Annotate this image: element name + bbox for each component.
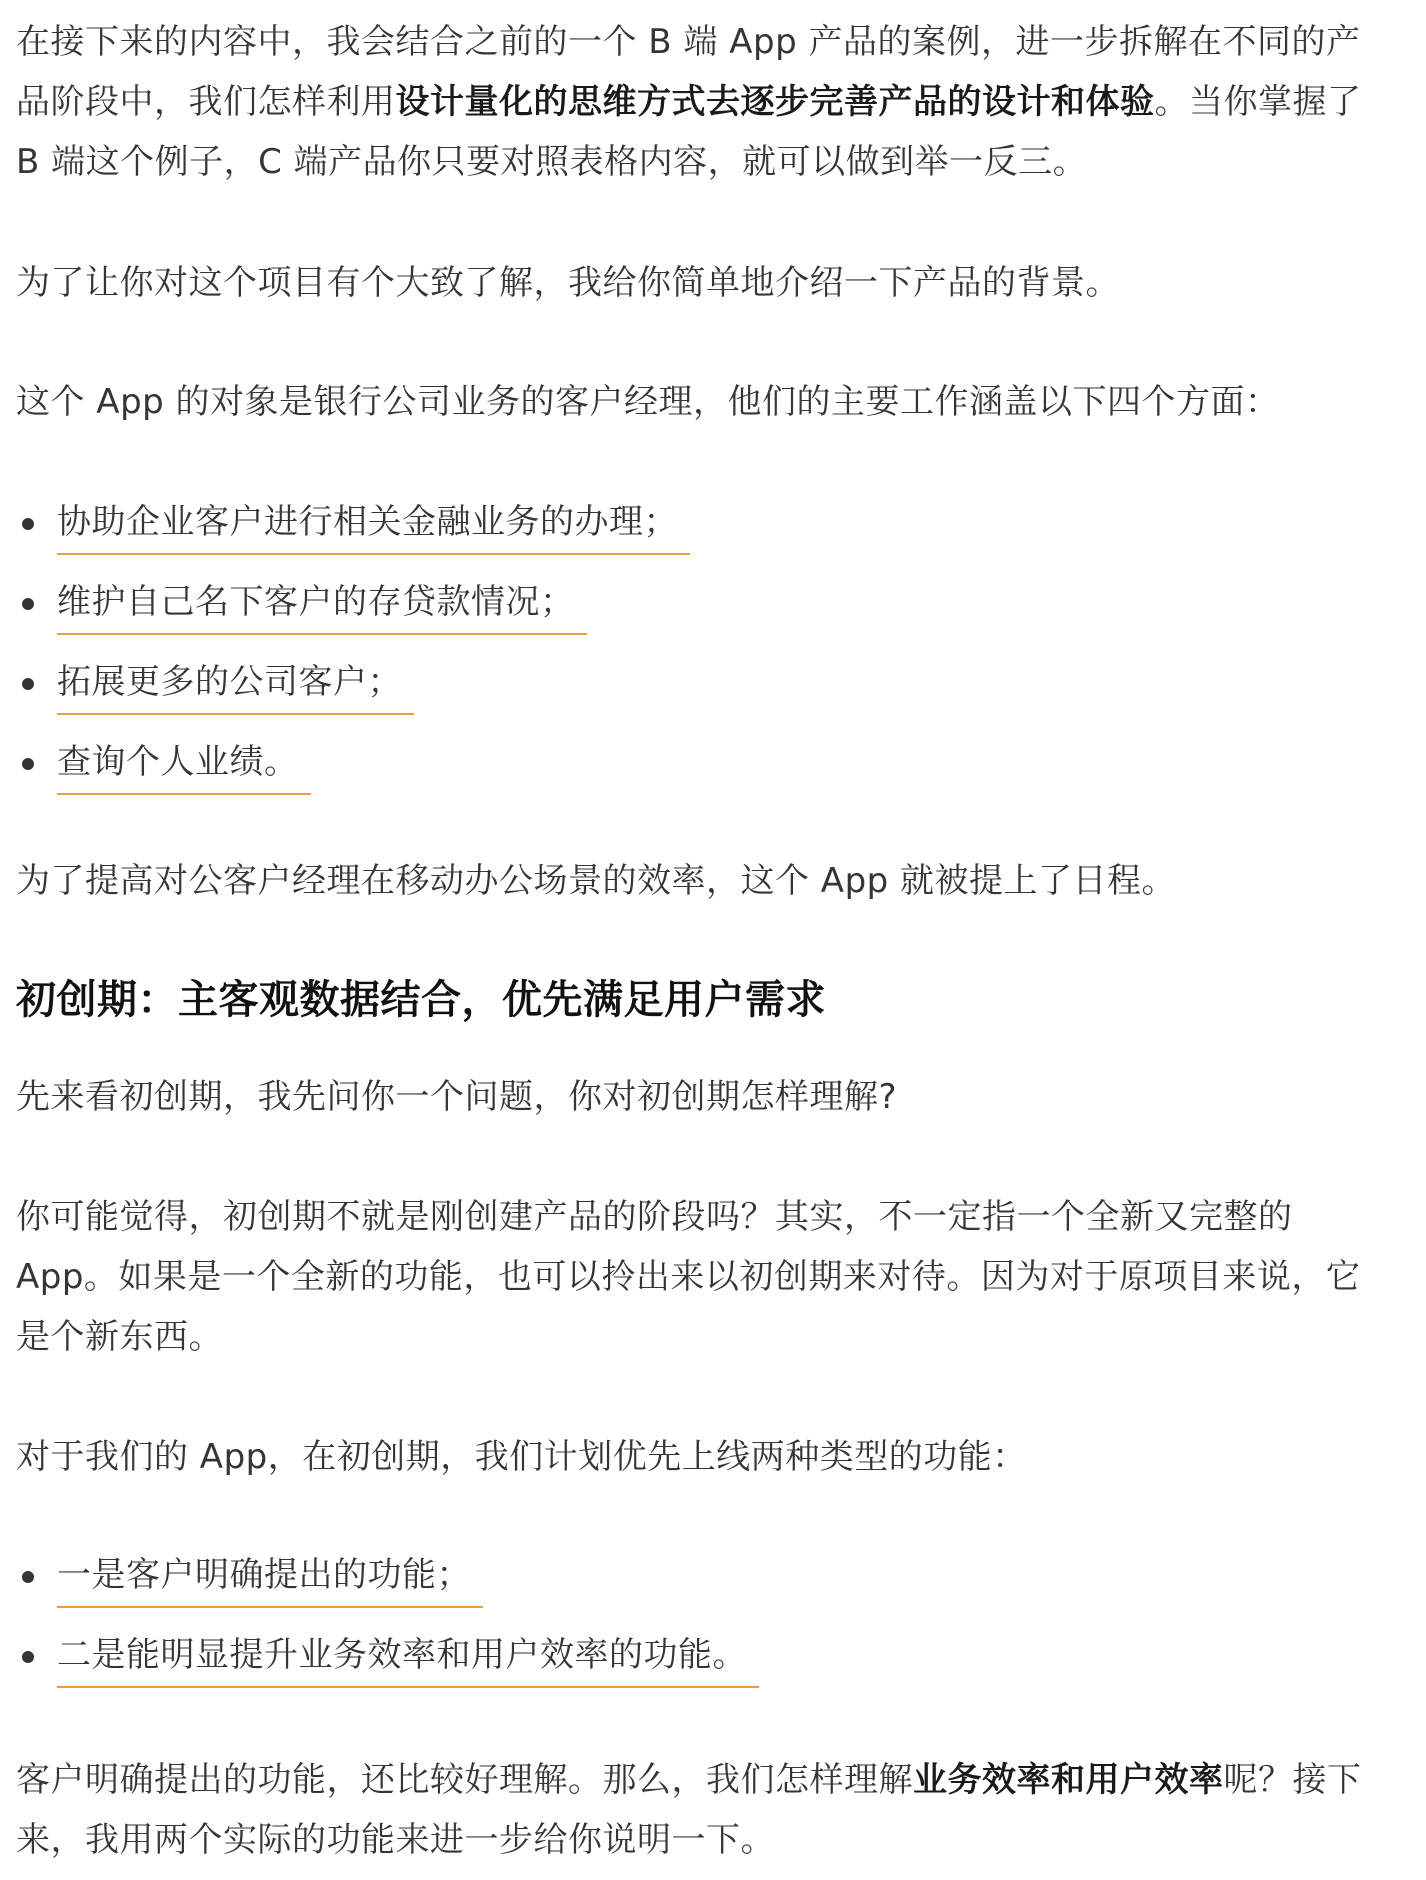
list-item-text: 维护自己名下客户的存贷款情况； xyxy=(57,572,587,635)
bullet-icon xyxy=(22,758,34,770)
list-item-text: 查询个人业绩。 xyxy=(57,732,311,795)
efficiency-emphasis: 业务效率和用户效率 xyxy=(913,1760,1224,1800)
efficiency-text-end: 呢？接下来，我用两个实际的功能来进一步给你说明一下。 xyxy=(16,1760,1362,1860)
intro-text-end: 。当你掌握了 B 端这个例子，C 端产品你只要对照表格内容，就可以做到举一反三。 xyxy=(16,82,1362,182)
list-item-text: 协助企业客户进行相关金融业务的办理； xyxy=(57,492,690,555)
explanation-paragraph: 你可能觉得，初创期不就是刚创建产品的阶段吗？其实，不一定指一个全新又完整的 App。如果是一个全新的功能，也可以拎出来以初创期来对待。因为对于原项目来说，它是个新东西。 xyxy=(16,1197,1361,1357)
intro-paragraph xyxy=(16,12,1388,192)
question-paragraph: 先来看初创期，我先问你一个问题，你对初创期怎样理解? xyxy=(16,1077,898,1117)
list-item-text: 拓展更多的公司客户； xyxy=(57,652,414,715)
bullet-icon xyxy=(22,1651,34,1663)
list-item-text: 一是客户明确提出的功能； xyxy=(57,1545,483,1608)
list-item-text: 二是能明显提升业务效率和用户效率的功能。 xyxy=(57,1625,759,1688)
bullet-icon xyxy=(22,598,34,610)
bullet-icon xyxy=(22,518,34,530)
schedule-paragraph: 为了提高对公客户经理在移动办公场景的效率，这个 App 就被提上了日程。 xyxy=(16,861,1177,901)
efficiency-text-start: 客户明确提出的功能，还比较好理解。那么，我们怎样理解 xyxy=(16,1760,913,1800)
bullet-icon xyxy=(22,1571,34,1583)
plan-paragraph: 对于我们的 App，在初创期，我们计划优先上线两种类型的功能： xyxy=(16,1437,1027,1477)
intro-text-start: 在接下来的内容中，我会结合之前的一个 B 端 App 产品的案例，进一步拆解在不同的产品阶段中，我们怎样利用 xyxy=(16,22,1361,122)
intro-emphasis: 设计量化的思维方式去逐步完善产品的设计和体验 xyxy=(395,82,1155,122)
background-paragraph: 为了让你对这个项目有个大致了解，我给你简单地介绍一下产品的背景。 xyxy=(16,263,1120,303)
efficiency-paragraph xyxy=(16,1750,1388,1870)
section-heading: 初创期：主客观数据结合，优先满足用户需求 xyxy=(16,977,826,1023)
bullet-icon xyxy=(22,678,34,690)
app-target-paragraph: 这个 App 的对象是银行公司业务的客户经理，他们的主要工作涵盖以下四个方面： xyxy=(16,382,1280,422)
